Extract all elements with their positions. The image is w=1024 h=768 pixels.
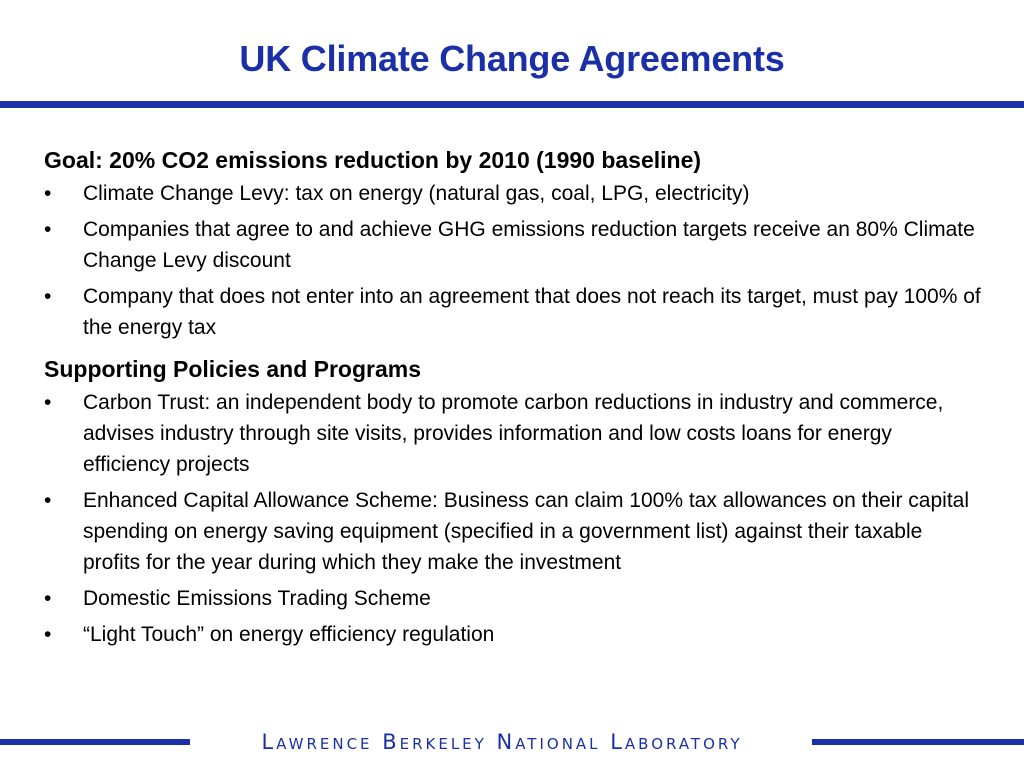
bullet-item xyxy=(44,619,984,650)
footer-rule-left xyxy=(0,739,190,745)
bullet-marker: • xyxy=(44,218,52,241)
bullet-marker: • xyxy=(44,489,52,512)
bullet-text: “Light Touch” on energy efficiency regulation xyxy=(83,623,495,646)
bullet-item xyxy=(44,583,984,614)
slide-title: UK Climate Change Agreements xyxy=(239,38,785,79)
bullet-text: Carbon Trust: an independent body to promote carbon reductions in industry and commerce, advises industry through site visits, provides information and low costs loans for energy efficiency projects xyxy=(83,391,944,476)
bullet-item xyxy=(44,214,984,276)
bullet-text: Domestic Emissions Trading Scheme xyxy=(83,587,431,610)
footer-rule-right xyxy=(812,739,1024,745)
bullet-text: Companies that agree to and achieve GHG emissions reduction targets receive an 80% Climate Change Levy discount xyxy=(83,218,975,272)
footer xyxy=(0,729,1024,755)
bullet-text: Climate Change Levy: tax on energy (natural gas, coal, LPG, electricity) xyxy=(83,182,750,205)
section-heading-policies: Supporting Policies and Programs xyxy=(44,356,422,382)
bullet-marker: • xyxy=(44,587,52,610)
bullet-item xyxy=(44,387,984,480)
bullet-item xyxy=(44,485,984,578)
section-heading-goal: Goal: 20% CO2 emissions reduction by 2010 (1990 baseline) xyxy=(44,147,702,173)
bullet-item xyxy=(44,178,984,209)
title-divider xyxy=(0,101,1024,108)
bullet-marker: • xyxy=(44,623,52,646)
slide-content xyxy=(44,144,984,655)
bullet-marker: • xyxy=(44,285,52,308)
footer-lab-name: Lawrence Berkeley National Laboratory xyxy=(261,730,743,754)
bullet-marker: • xyxy=(44,182,52,205)
bullet-text: Enhanced Capital Allowance Scheme: Business can claim 100% tax allowances on their capital spending on energy saving equipment (specified in a government list) against their taxable profits for the year during which they make the investment xyxy=(83,489,969,574)
bullet-marker: • xyxy=(44,391,52,414)
bullet-item xyxy=(44,281,984,343)
bullet-text: Company that does not enter into an agreement that does not reach its target, must pay 100% of the energy tax xyxy=(83,285,981,339)
